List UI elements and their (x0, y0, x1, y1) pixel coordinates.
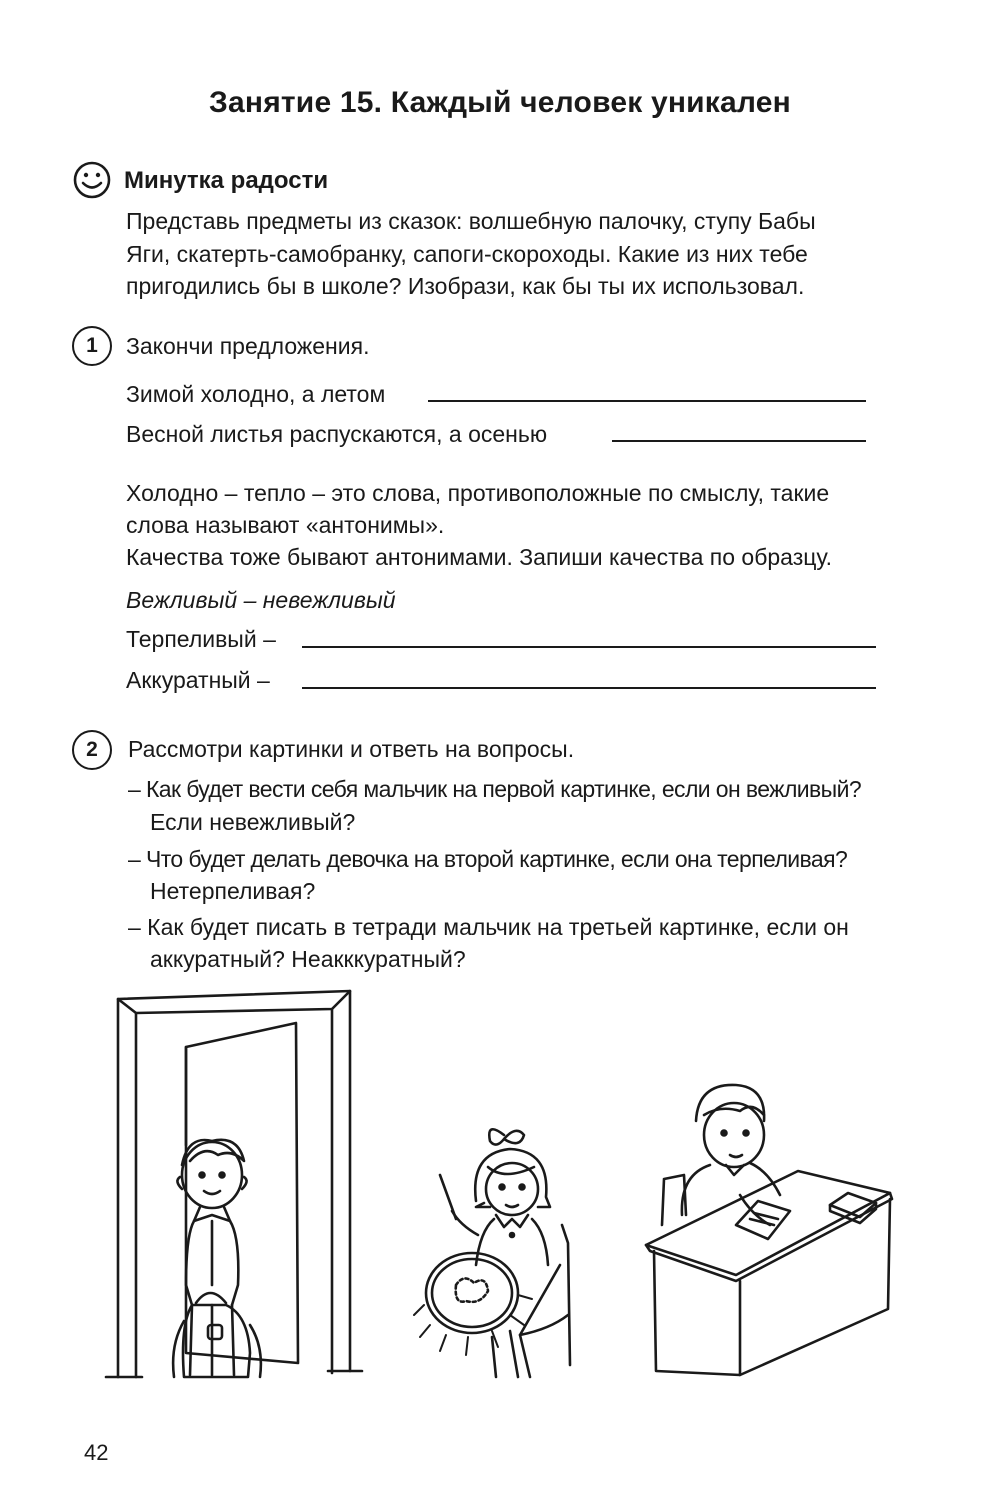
info-line-3: Качества тоже бывают антонимами. Запиши качества по образцу. (126, 544, 833, 570)
question-2-line-1: – Что будет делать девочка на второй картинке, если она терпеливая? (128, 846, 848, 872)
item-accurate: Аккуратный – (126, 667, 270, 693)
task-1-heading: Закончи предложения. (126, 333, 370, 359)
info-line-1: Холодно – тепло – это слова, противоположные по смыслу, такие (126, 480, 830, 506)
question-3-line-2: аккуратный? Неакккуратный? (150, 946, 466, 972)
sentence-2: Весной листья распускаются, а осенью (126, 421, 548, 447)
info-line-2: слова называют «антонимы». (126, 512, 445, 538)
question-3-line-1: – Как будет писать в тетради мальчик на третьей картинке, если он (128, 914, 849, 940)
task-2-number: 2 (72, 730, 112, 770)
item-patient: Терпеливый – (126, 626, 276, 652)
example-antonym: Вежливый – невежливый (126, 587, 396, 613)
joy-line-3: пригодились бы в школе? Изобрази, как бы ты их использовал. (126, 273, 805, 299)
task-1-number: 1 (72, 326, 112, 366)
girl-embroidering-illustration (400, 1115, 590, 1385)
page-number: 42 (84, 1440, 109, 1465)
question-1-line-1: – Как будет вести себя мальчик на первой картинке, если он вежливый? (128, 776, 862, 802)
question-1-line-2: Если невежливый? (150, 809, 356, 835)
question-2-line-2: Нетерпеливая? (150, 878, 316, 904)
smiley-icon (72, 160, 112, 200)
boy-at-door-illustration (100, 985, 380, 1385)
answer-line-2[interactable] (612, 440, 866, 442)
page-title: Занятие 15. Каждый человек уникален (209, 86, 791, 119)
answer-line-1[interactable] (428, 400, 866, 402)
sentence-1: Зимой холодно, а летом (126, 381, 386, 407)
answer-line-accurate[interactable] (302, 687, 876, 689)
joy-line-1: Представь предметы из сказок: волшебную палочку, ступу Бабы (126, 208, 816, 234)
joy-heading: Минутка радости (124, 167, 329, 194)
boy-writing-illustration (640, 1075, 920, 1380)
joy-line-2: Яги, скатерть-самобранку, сапоги-скороходы. Какие из них тебе (126, 241, 808, 267)
answer-line-patient[interactable] (302, 646, 876, 648)
task-2-heading: Рассмотри картинки и ответь на вопросы. (128, 736, 575, 762)
